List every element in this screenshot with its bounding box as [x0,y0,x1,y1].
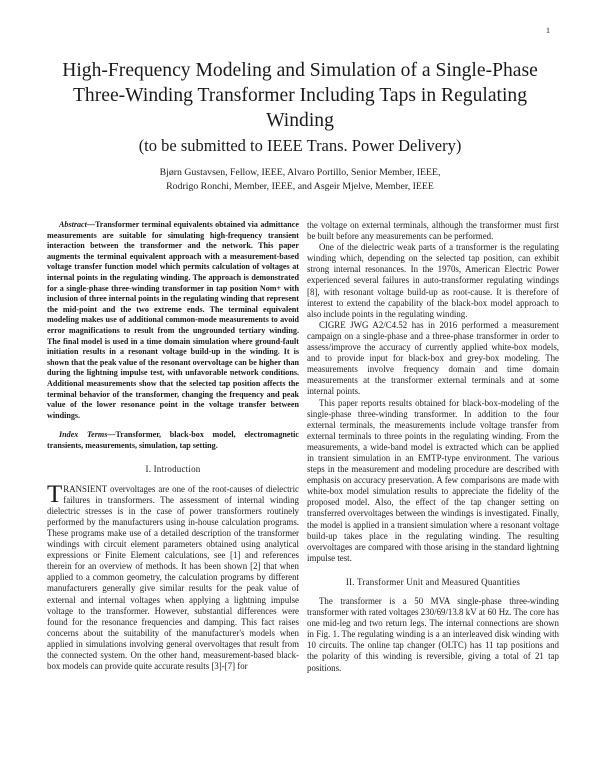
intro-paragraph-1: TRANSIENT overvoltages are one of the root-causes of dielectric failures in transformers. The assessment of internal winding dielectric stresses is in the case of power transformers routinely performed by the manufacturers using in-house calculation programs. These programs make use of a detailed description of the transformer windings with circuit element parameters obtained using analytical expressions or Finite Element calculations, see [1] and references therein for an overview of methods. It has been shown [2] that when applied to a common geometry, the calculation programs by different manufacturers generally give similar results for the peak value of external and internal voltages when applying a lightning impulse voltage to the transformer. However, substantial differences were found for the resonance frequencies and damping. This fact raises concerns about the suitability of the manufacturer's models when applied in simulations involving general overvoltages that result from the connected system. On the other hand, measurement-based black-box models can provide quite accurate results [3]-[7] for [47,480,299,672]
abstract [47,220,299,421]
intro-paragraph-4: This paper reports results obtained for black-box-modeling of the single-phase three-winding transformer. In addition to the four external terminals, the measurements include voltage transfer from external terminals to three points in the regulating winding. From the measurements, a wide-band model is extracted which can be applied in transient simulation in an EMTP-type environment. The various steps in the measurement and modeling procedure are described with emphasis on accuracy preservation. A few comparisons are made with white-box model simulation results to appreciate the fidelity of the proposed model. Also, the effect of the tap changer setting on transferred overvoltages between the windings is investigated. Finally, the model is applied in a transient simulation where a resonant voltage build-up takes place in the regulating winding. The resulting overvoltages are compared with those arising in the standard lightning impulse test. [307,397,559,563]
intro-paragraph-1-continued: the voltage on external terminals, although the transformer must first be built before any measurements can be performed. [307,220,559,242]
abstract-text: —Transformer terminal equivalents obtained via admittance measurements are suitable for simulating high-frequency transient interaction between the transformer and the network. This paper augments the terminal equivalent approach with a measurement-based voltage transfer function model which permits calculation of voltages at internal points in the regulating winding. The approach is demonstrated for a single-phase three-winding transformer in tap position Nom+ with inclusion of three internal points in the regulating winding that represent the mid-point and the two extreme ends. The terminal equivalent modeling makes use of additional common-mode measurements to avoid error magnifications to result from the ungrounded tertiary winding. The final model is used in a time domain simulation where ground-fault initiation results in a resonant voltage build-up in the winding. It is shown that the peak value of the resonant overvoltage can be higher than during the lightning impulse test, with unfavorable network conditions. Additional measurements show that the selected tap position affects the terminal behavior of the transformer, changing the frequency and peak value of the lower resonance point in the voltage transfer between windings. [47,220,299,420]
section-heading-introduction: I. Introduction [145,464,201,475]
title-main: High-Frequency Modeling and Simulation of a Single-Phase Three-Winding Transformer Including Taps in Regulating Winding [62,60,538,131]
intro-paragraph-2: One of the dielectric weak parts of a transformer is the regulating winding which, depending on the selected tap position, can exhibit strong internal resonances. In the 1970s, American Electric Power experienced several failures in auto-transformer regulating windings [8], with resonant voltage build-up as root-cause. It is therefore of interest to extend the capability of the black-box model approach to also include points in the regulating winding. [307,242,559,319]
index-terms [47,430,299,451]
section2-paragraph-1: The transformer is a 50 MVA single-phase three-winding transformer with rated voltages 230/69/13.8 kV at 60 Hz. The core has one mid-leg and two return legs. The internal connections are shown in Fig. 1. The regulating winding is a an interleaved disk winding with 10 circuits. The online tap changer (OLTC) has 11 tap positions and the polarity of this winding is reversible, giving a total of 21 tap positions. [307,596,559,673]
index-terms-text: —Transformer, black-box model, electromagnetic transients, measurements, simulation, tap setting. [47,430,299,450]
page-number: 1 [546,26,550,35]
index-terms-label: Index Terms [59,430,108,440]
authors-line-2: Rodrigo Ronchi, Member, IEEE, and Asgeir Mjelve, Member, IEEE [166,181,434,192]
right-column [307,220,559,674]
section-heading-transformer-unit: II. Transformer Unit and Measured Quantities [345,576,521,587]
authors-line-1: Bjørn Gustavsen, Fellow, IEEE, Alvaro Portillo, Senior Member, IEEE, [159,167,441,178]
left-column [47,220,299,672]
paper-title [40,58,560,158]
abstract-label: Abstract [59,220,87,229]
author-list [60,166,540,194]
intro-paragraph-3: CIGRE JWG A2/C4.52 has in 2016 performed a measurement campaign on a single-phase and a three-phase transformer in order to assess/improve the accuracy of currently applied white-box models, and to provide input for black-box and grey-box modeling. The measurements involve frequency domain and time domain measurements at the transformer external terminals and at some internal points. [307,319,559,397]
title-note: (to be submitted to IEEE Trans. Power Delivery) [138,136,462,155]
